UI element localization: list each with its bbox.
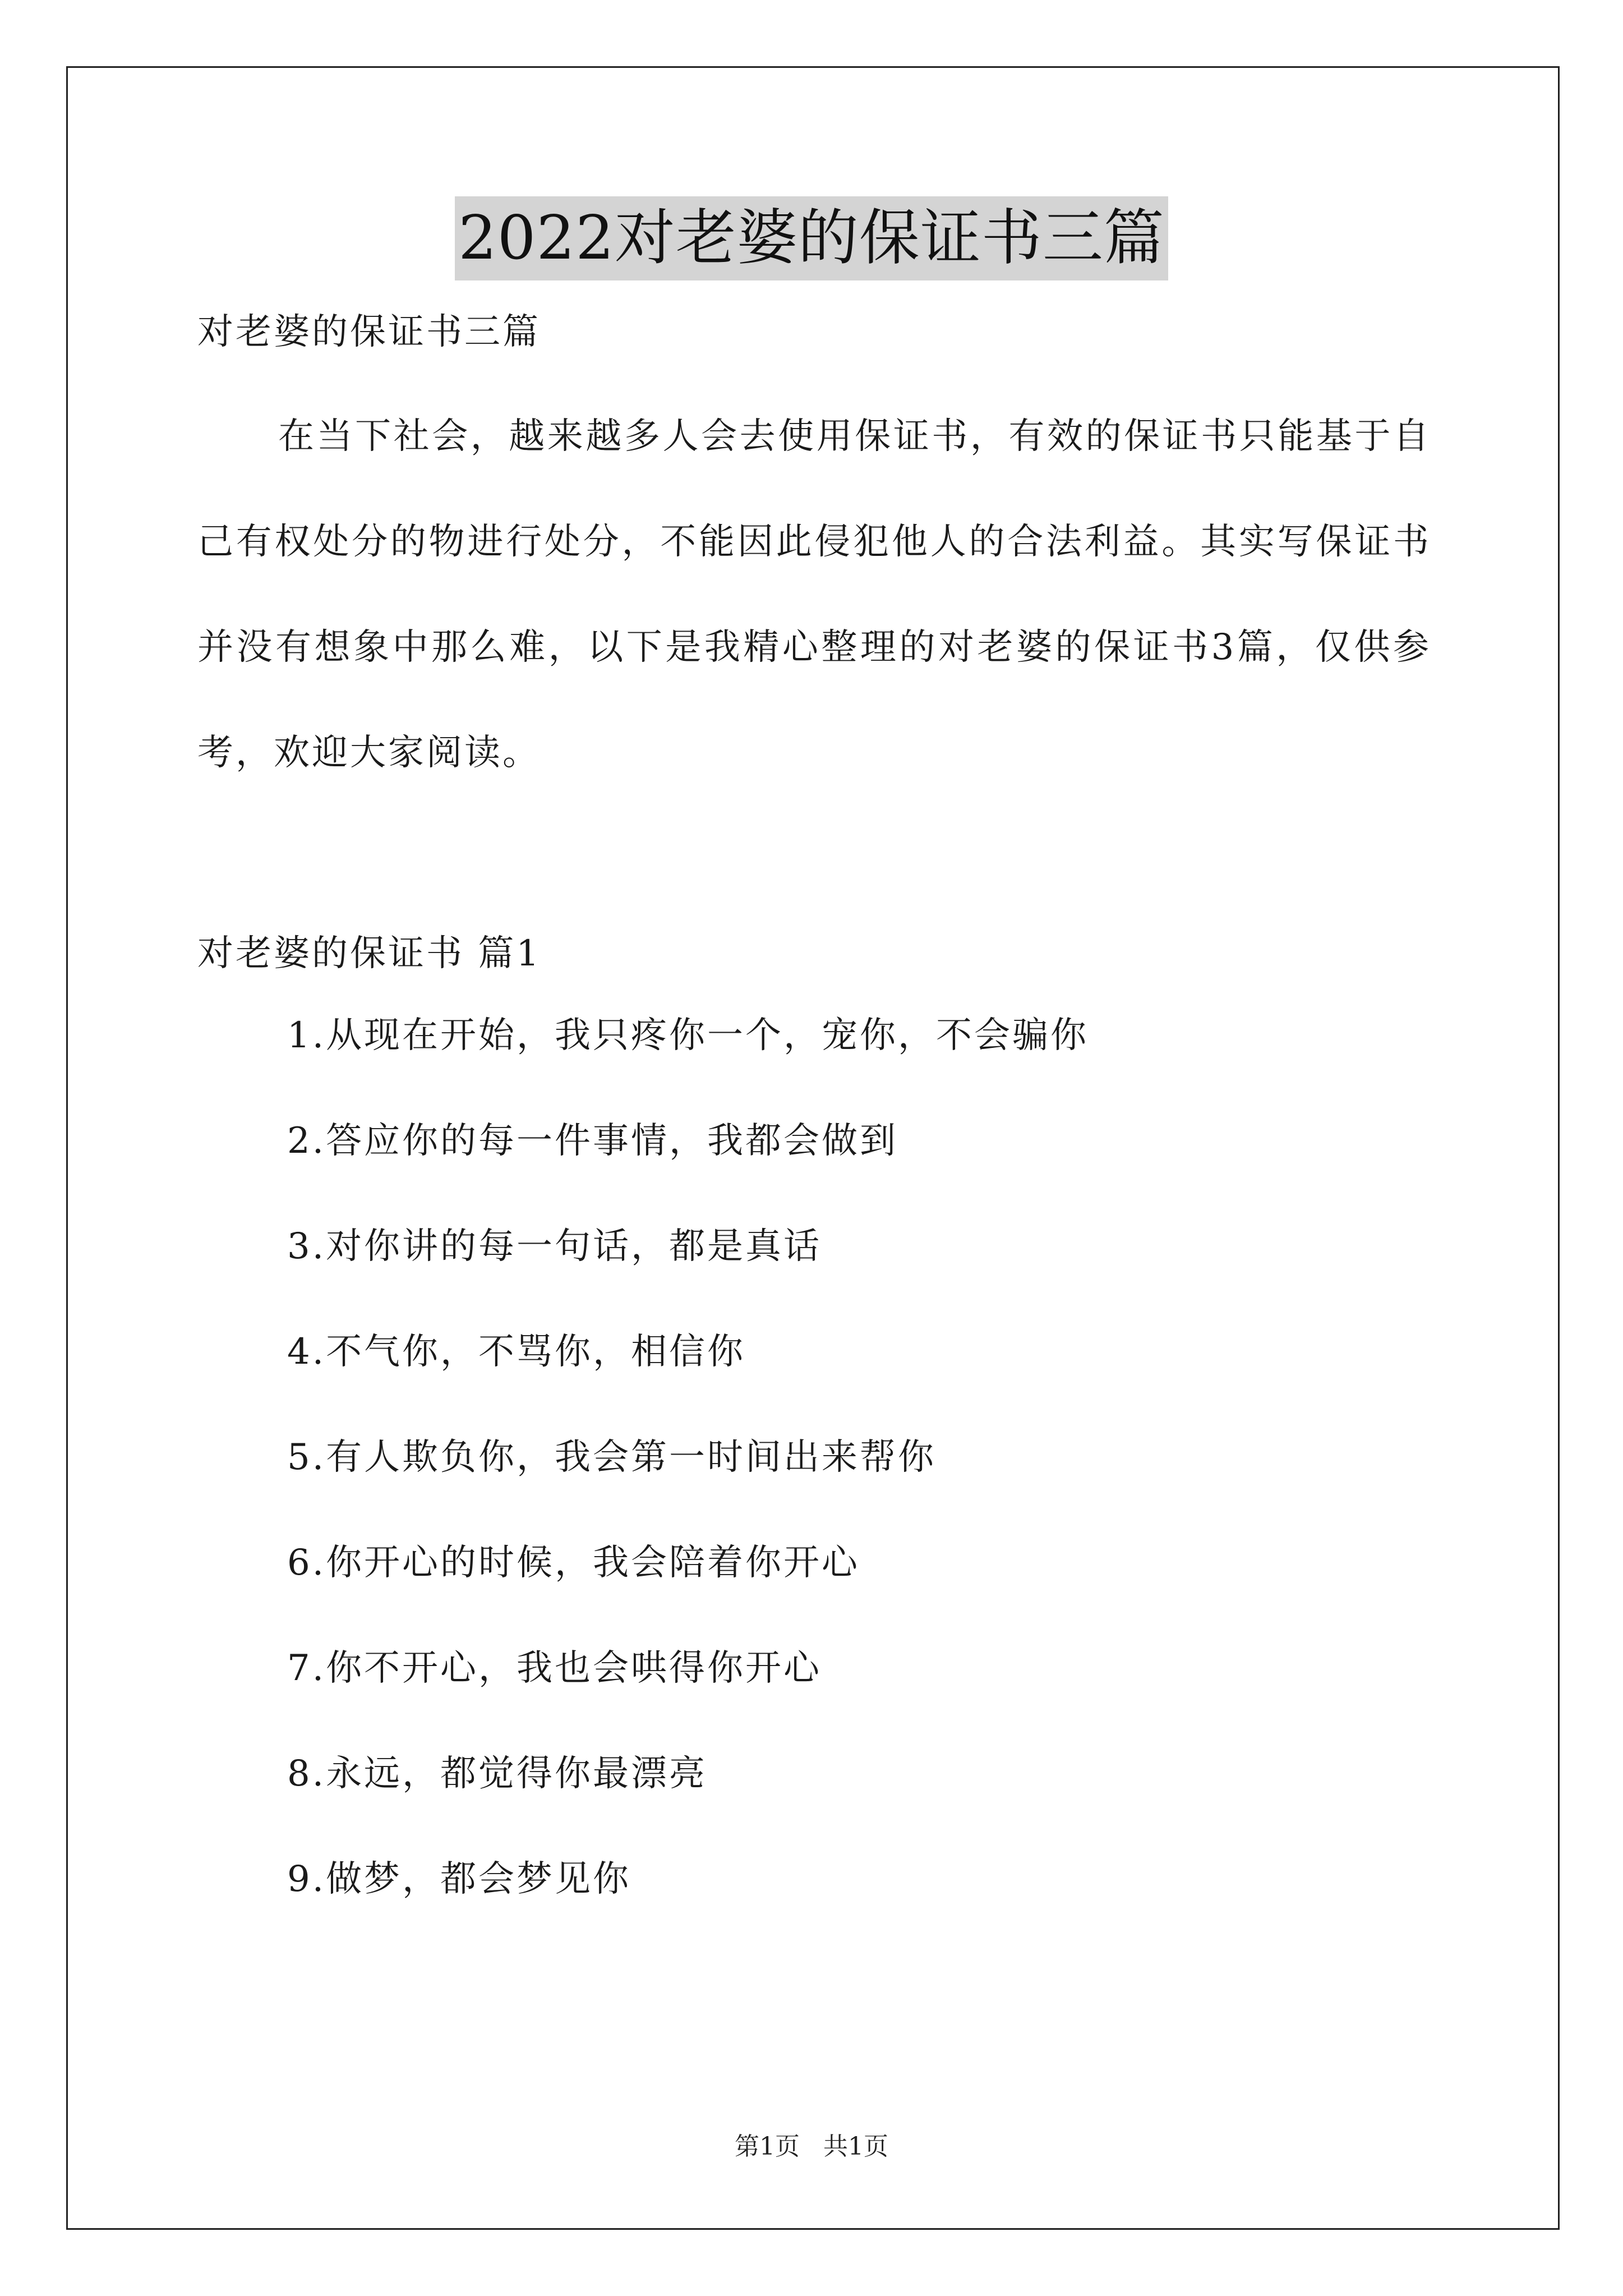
list-item: 5.有人欺负你，我会第一时间出来帮你 (287, 1437, 937, 1478)
list-item: 7.你不开心，我也会哄得你开心 (287, 1648, 822, 1689)
document-subtitle: 对老婆的保证书三篇 (197, 311, 541, 353)
list-item: 2.答应你的每一件事情，我都会做到 (287, 1120, 898, 1162)
list-item: 6.你开心的时候，我会陪着你开心 (287, 1542, 860, 1584)
intro-paragraph: 在当下社会，越来越多人会去使用保证书，有效的保证书只能基于自己有权处分的物进行处分，不能因此侵犯他人的合法利益。其实写保证书并没有想象中那么难，以下是我精心整理的对老婆的保证书3篇，仅供参考，欢迎大家阅读。 (197, 416, 1431, 774)
list-item: 9.做梦，都会梦见你 (287, 1858, 631, 1900)
list-item: 8.永远，都觉得你最漂亮 (287, 1753, 708, 1795)
page-number: 第1页 共1页 (735, 2132, 888, 2161)
promise-list (197, 983, 1431, 1932)
list-item: 1.从现在开始，我只疼你一个，宠你，不会骗你 (287, 1015, 1089, 1056)
section-heading: 对老婆的保证书 篇1 (197, 933, 542, 974)
list-item: 3.对你讲的每一句话，都是真话 (287, 1226, 822, 1267)
title-container (0, 196, 1623, 280)
document-title: 2022对老婆的保证书三篇 (455, 196, 1168, 280)
page-footer (0, 2126, 1623, 2162)
document-body (197, 303, 1431, 1932)
list-item: 4.不气你，不骂你，相信你 (287, 1331, 746, 1373)
